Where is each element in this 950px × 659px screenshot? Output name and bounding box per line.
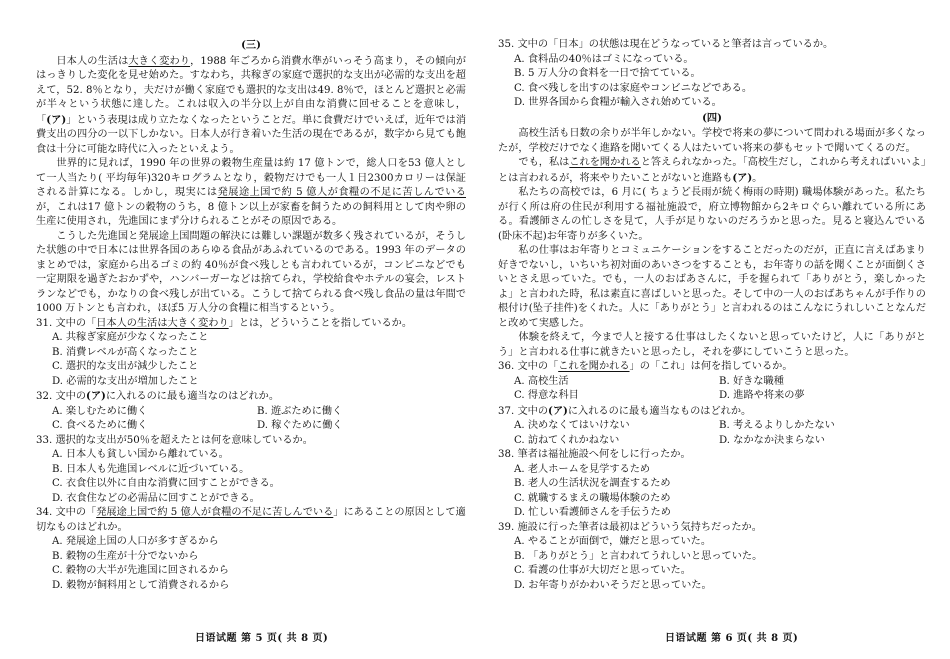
question-stem <box>36 506 466 535</box>
answer-option: C. 就職するまえの職場体験のため <box>514 492 671 504</box>
option-row <box>498 389 926 404</box>
underlined-text: 発展途上国で約 5 億人が食糧の不足に苦しんでいる <box>217 187 466 198</box>
section-title-3: (三) <box>241 39 261 51</box>
text-run: こうした先進国と発展途上国問題の解決には難しい課題が数多く残されているが，そうした状態の中で日本には世界各国のあらゆる食品があふれているのである。1993 年のデータのまとめでは，家庭から出るゴミの約 40％が食べ残しとも言われているが，コンビニなどでも一定期限を過ぎたおかずや，ハンバーガーなどは捨てられ，学校給食やホテルの宴会，レストランなどでも，かなりの食べ残しが出ている。こうして捨てられる食べ残し食品の量は年間で1000 万トンとも言われ，ほぼ5 万人分の食糧に相当するという。 <box>36 230 466 314</box>
answer-option: A. 楽しむために働く <box>52 405 148 417</box>
paragraph <box>36 55 466 158</box>
text-run: でも，私は <box>518 157 570 168</box>
answer-option: D. 進路や将来の夢 <box>719 390 805 401</box>
text-run: に入れるのに最も適当なのはどれか。 <box>105 391 280 402</box>
underlined-text: 日本人の生活は大きく変わり <box>96 317 229 329</box>
text-run: 日本人の生活は <box>56 55 129 67</box>
answer-option: B. 考えるよりしかたない <box>719 420 835 431</box>
question-stem <box>498 448 926 463</box>
question-stem <box>498 404 926 420</box>
blank-marker: (ア) <box>548 404 568 417</box>
text-run: 体験を終えて，今まで人と接する仕事はしたくないと思っていたけど，人に「ありがとう」と言われる仕事に就きたいと思ったし，それを夢にしていこうと思った。 <box>498 332 926 358</box>
question-35 <box>498 38 926 111</box>
option-row <box>36 419 466 434</box>
question-stem <box>498 521 926 536</box>
answer-option: A. 発展途上国の人口が多すぎるから <box>52 536 219 547</box>
answer-option: A. やることが面倒で，嫌だと思っていた。 <box>514 536 712 547</box>
text-run: 35. 文中の「日本」の状態は現在どうなっていると筆者は言っているか。 <box>498 39 834 50</box>
passage-3 <box>36 55 466 317</box>
right-page <box>498 38 926 593</box>
answer-option: B. 遊ぶために働く <box>257 405 343 417</box>
answer-option: D. 衣食住などの必需品に回すことができる。 <box>52 492 260 504</box>
answer-option: A. 決めなくてはいけない <box>514 420 630 431</box>
underlined-text: 発展途上国で約 5 億人が食糧の不足に苦しんでいる <box>96 507 334 518</box>
question-stem <box>36 434 466 449</box>
text-run: 私たちの高校では，6 月に( ちょうど長雨が続く梅雨の時期) 職場体験があった。私たちが行く所は府の住民が利用する福祉施設で，府立博物館から2キロぐらい離れている所にある。看護師さんの忙しさを見て，人手が足りないのだろうかと思った。見ると寝込んでいる(卧床不起)お年寄りが多くいた。 <box>498 187 926 242</box>
blank-marker: (ア) <box>86 390 106 402</box>
text-run: 」にあることの原因として適切なものはどれか。 <box>36 507 466 533</box>
text-run: 私の仕事はお年寄りとコミュニケーションをすることだったのだが，正直に言えばあまり好きでないし，いちいち初対面のあいさつをすることも，お年寄りの話を聞くことが面倒くさいとさえ思っていた。でも，一人のおばあさんに，手を握られて「ありがとう，楽しかったよ」と言われた時，私は素直に喜ばしいと思った。そして中の一人のおばあちゃんが手作りの根付け(坠子挂件)をくれた。人に「ありがとう」と言われるのはこんなにうれしいことなんだと改めて実感した。 <box>498 245 926 329</box>
left-page <box>36 38 466 593</box>
answer-option: C. 選択的な支出が減少したこと <box>52 361 199 372</box>
text-run: 37. 文中の <box>498 405 549 417</box>
answer-option: B. 「ありがとう」と言われてうれしいと思っていた。 <box>514 550 763 562</box>
underlined-text: これを聞かれる <box>569 157 641 168</box>
text-run: 32. 文中の <box>36 391 87 402</box>
answer-option: C. 食べ残しを出すのは家庭やコンビニなどである。 <box>514 82 753 94</box>
answer-option: A. 日本人も貧しい国から離れている。 <box>52 449 229 460</box>
questions-31-34 <box>36 317 466 594</box>
answer-option: A. 食料品の40％はゴミになっている。 <box>514 53 694 65</box>
answer-option: D. 稼ぐために働く <box>257 420 343 431</box>
answer-option: A. 老人ホームを見学するため <box>514 463 651 475</box>
paragraph <box>498 156 926 186</box>
text-run: 38. 筆者は福祉施設へ何をしに行ったか。 <box>498 449 691 460</box>
underlined-text: これを聞かれる <box>558 361 630 372</box>
text-run: が，これは17 億トンの穀物のうち，8 億トン以上が家畜を飼うための飼料用として肉や卵の生産に使用され，先進国にまず分けられることがその原因である。 <box>36 201 466 227</box>
question-stem <box>498 38 926 53</box>
question-stem <box>36 317 466 332</box>
option-row <box>498 375 926 390</box>
passage-4 <box>498 127 926 360</box>
answer-option: B. 老人の生活状況を調査するため <box>514 478 671 489</box>
text-run: 」の「これ」は何を指しているか。 <box>629 361 793 372</box>
answer-option: B. 日本人も先進国レベルに近づいている。 <box>52 463 250 475</box>
question-stem <box>36 389 466 405</box>
text-run: 高校生活も日数の余りが半年しかない。学校で将来の夢について問われる場面が多くなったが，学校だけでなく進路を聞いてくる人はたいてい将来の夢もセットで聞いてくるのだ。 <box>498 128 926 154</box>
answer-option: D. 世界各国から食糧が輸入され始めている。 <box>514 97 722 108</box>
paragraph <box>498 331 926 360</box>
paragraph <box>498 244 926 331</box>
answer-option: D. 穀物が飼料用として消費されるから <box>52 579 230 591</box>
answer-option: C. 看護の仕事が大切だと思っていた。 <box>514 565 691 576</box>
paragraph <box>498 127 926 156</box>
text-run: 39. 施設に行った筆者は最初はどういう気持ちだったか。 <box>498 521 762 533</box>
answer-option: D. 忙しい看護師さんを手伝うため <box>514 507 671 518</box>
answer-option: A. 高校生活 <box>514 375 569 387</box>
option-row <box>498 419 926 434</box>
text-run: ，1988 年ごろから消費水準がいっそう高まり，その傾向がはっきりした変化を見せ始めた。すなわち，共稼ぎの家庭で選択的な支出が必需的な支出を超えて，52. 8％となり，夫だけが働く家庭でも選択的な支出は49. 8％で，ほとんど選択と必需が半々という状態に達した。これは収入の半分以上が自由な消費に回せることを意味し，「 <box>36 55 467 126</box>
answer-option: B. 5 万人分の食料を一日で捨てている。 <box>514 68 701 79</box>
text-run: 31. 文中の「 <box>36 317 97 329</box>
text-run: 34. 文中の「 <box>36 507 97 518</box>
paragraph <box>36 157 466 230</box>
answer-option: B. 穀物の生産が十分でないから <box>52 550 199 562</box>
blank-marker: (ア) <box>732 171 753 184</box>
answer-option: B. 好きな職種 <box>719 375 784 387</box>
blank-marker: (ア) <box>46 113 67 126</box>
text-run: 36. 文中の「 <box>498 361 559 372</box>
answer-option: A. 共稼ぎ家庭が少なくなったこと <box>52 332 209 343</box>
text-run: 」とは，どういうことを指しているか。 <box>228 317 413 329</box>
page-footer-right: 日语试题 第 6 页( 共 8 页) <box>665 633 799 644</box>
option-row <box>36 405 466 420</box>
answer-option: C. 穀物の大半が先進国に回されるから <box>52 565 229 576</box>
section-title-4: (四) <box>702 111 722 124</box>
answer-option: D. なかなか決まらない <box>719 434 825 446</box>
text-run: 世界的に見れば，1990 年の世界の穀物生産量は約 17 億トンで，総人口を53 億人として一人当たり( 平均毎年)320キログラムとなり，穀物だけでも一人１日2300カロリーは保証される計算になる。しかし，現実には <box>36 158 466 198</box>
answer-option: B. 消費レベルが高くなったこと <box>52 346 199 358</box>
text-run: 33. 選択的な支出が50％を超えたとは何を意味しているか。 <box>36 434 313 446</box>
answer-option: C. 衣食住以外に自由な消費に回すことができる。 <box>52 478 280 489</box>
questions-36-39 <box>498 360 926 593</box>
answer-option: D. お年寄りがかわいそうだと思っていた。 <box>514 579 712 591</box>
text-run: に入れるのに最も適当なものはどれか。 <box>567 405 752 417</box>
page-footer-left: 日语试题 第 5 页( 共 8 页) <box>195 633 329 644</box>
text-run: 」という表現は成り立たなくなったということだ。単に食費だけでいえば，近年では消費支出の四分の一以下しかない。日本人が行き着いた生活の現在であるが，数字から見ても飽食は十分に可能な時代に入ったといえよう。 <box>36 114 467 155</box>
paragraph <box>36 230 466 317</box>
text-run: と答えられなかった。「高校生だし，これから考えればいいよ」とは言われるが，将来やりたいことがないと進路も <box>498 157 926 184</box>
underlined-text: 大きく変わり <box>128 55 191 67</box>
text-run: 。 <box>752 172 763 184</box>
question-stem <box>498 360 926 375</box>
answer-option: C. 食べるために働く <box>52 420 148 431</box>
answer-option: C. 訪ねてくれかねない <box>514 434 620 446</box>
paragraph <box>498 186 926 244</box>
option-row <box>498 434 926 449</box>
answer-option: D. 必需的な支出が増加したこと <box>52 375 199 387</box>
answer-option: C. 得意な科目 <box>514 390 579 401</box>
